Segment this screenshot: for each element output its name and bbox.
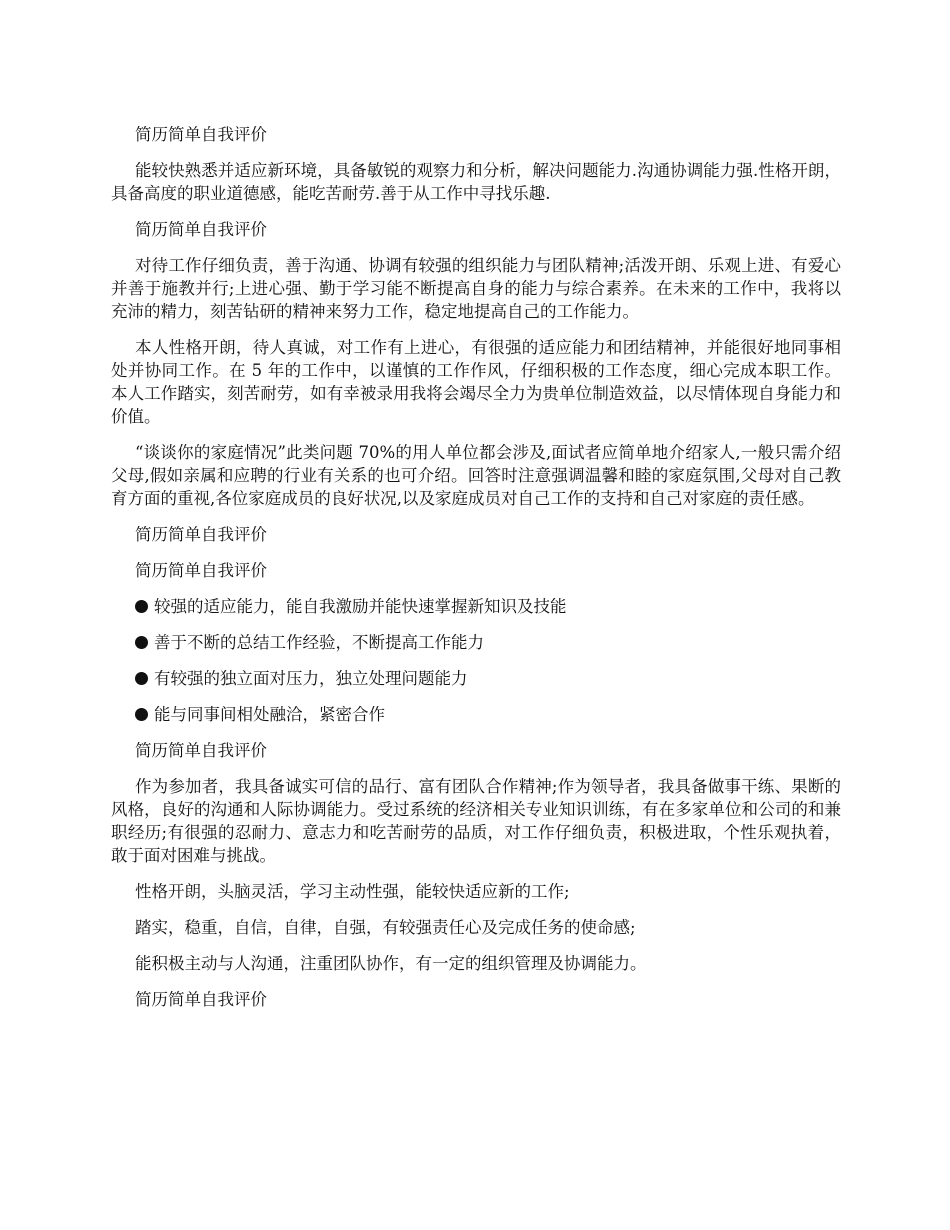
paragraph: 能积极主动与人沟通，注重团队协作，有一定的组织管理及协调能力。 bbox=[135, 954, 647, 973]
bullet-dot-icon bbox=[135, 708, 148, 721]
paragraph: 踏实，稳重，自信，自律，自强，有较强责任心及完成任务的使命感; bbox=[135, 918, 636, 937]
paragraph: 对待工作仔细负责，善于沟通、协调有较强的组织能力与团队精神;活泼开朗、乐观上进、有爱心并善于施教并行;上进心强、勤于学习能不断提高自身的能力与综合素养。在未来的工作中，我将以充沛的精力，刻苦钻研的精神来努力工作，稳定地提高自己的工作能力。 bbox=[111, 256, 841, 321]
paragraph: 能较快熟悉并适应新环境，具备敏锐的观察力和分析，解决问题能力.沟通协调能力强.性格开朗，具备高度的职业道德感，能吃苦耐劳.善于从工作中寻找乐趣. bbox=[111, 161, 841, 203]
bullet-item bbox=[111, 667, 841, 690]
bullet-dot-icon bbox=[135, 636, 148, 649]
bullet-item bbox=[111, 703, 841, 726]
bullet-text: 能与同事间相处融洽，紧密合作 bbox=[154, 705, 385, 724]
bullet-item bbox=[111, 631, 841, 654]
section-heading: 简历简单自我评价 bbox=[135, 220, 267, 239]
bullet-text: 较强的适应能力，能自我激励并能快速掌握新知识及技能 bbox=[154, 597, 567, 616]
bullet-dot-icon bbox=[135, 600, 148, 613]
section-heading: 简历简单自我评价 bbox=[135, 125, 267, 144]
bullet-dot-icon bbox=[135, 672, 148, 685]
document-page bbox=[111, 123, 841, 1024]
section-heading: 简历简单自我评价 bbox=[135, 525, 267, 544]
paragraph: 作为参加者，我具备诚实可信的品行、富有团队合作精神;作为领导者，我具备做事干练、果断的风格，良好的沟通和人际协调能力。受过系统的经济相关专业知识训练，有在多家单位和公司的和兼职经历;有很强的忍耐力、意志力和吃苦耐劳的品质，对工作仔细负责，积极进取，个性乐观执着，敢于面对困难与挑战。 bbox=[111, 777, 841, 865]
bullet-item bbox=[111, 595, 841, 618]
section-heading: 简历简单自我评价 bbox=[135, 561, 267, 580]
section-heading: 简历简单自我评价 bbox=[135, 741, 267, 760]
bullet-text: 有较强的独立面对压力，独立处理问题能力 bbox=[154, 669, 468, 688]
section-heading: 简历简单自我评价 bbox=[135, 990, 267, 1009]
paragraph: 性格开朗，头脑灵活，学习主动性强，能较快适应新的工作; bbox=[135, 882, 570, 901]
paragraph: “谈谈你的家庭情况”此类问题 70%的用人单位都会涉及,面试者应简单地介绍家人,一般只需介绍父母,假如亲属和应聘的行业有关系的也可介绍。回答时注意强调温馨和睦的家庭氛围,父母对自己教育方面的重视,各位家庭成员的良好状况,以及家庭成员对自己工作的支持和自己对家庭的责任感。 bbox=[111, 443, 841, 508]
paragraph: 本人性格开朗，待人真诚，对工作有上进心，有很强的适应能力和团结精神，并能很好地同事相处并协同工作。在 5 年的工作中，以谨慎的工作作风，仔细积极的工作态度，细心完成本职工作。本人工作踏实，刻苦耐劳，如有幸被录用我将会竭尽全力为贵单位制造效益，以尽情体现自身能力和价值。 bbox=[111, 338, 841, 426]
bullet-text: 善于不断的总结工作经验，不断提高工作能力 bbox=[154, 633, 484, 652]
